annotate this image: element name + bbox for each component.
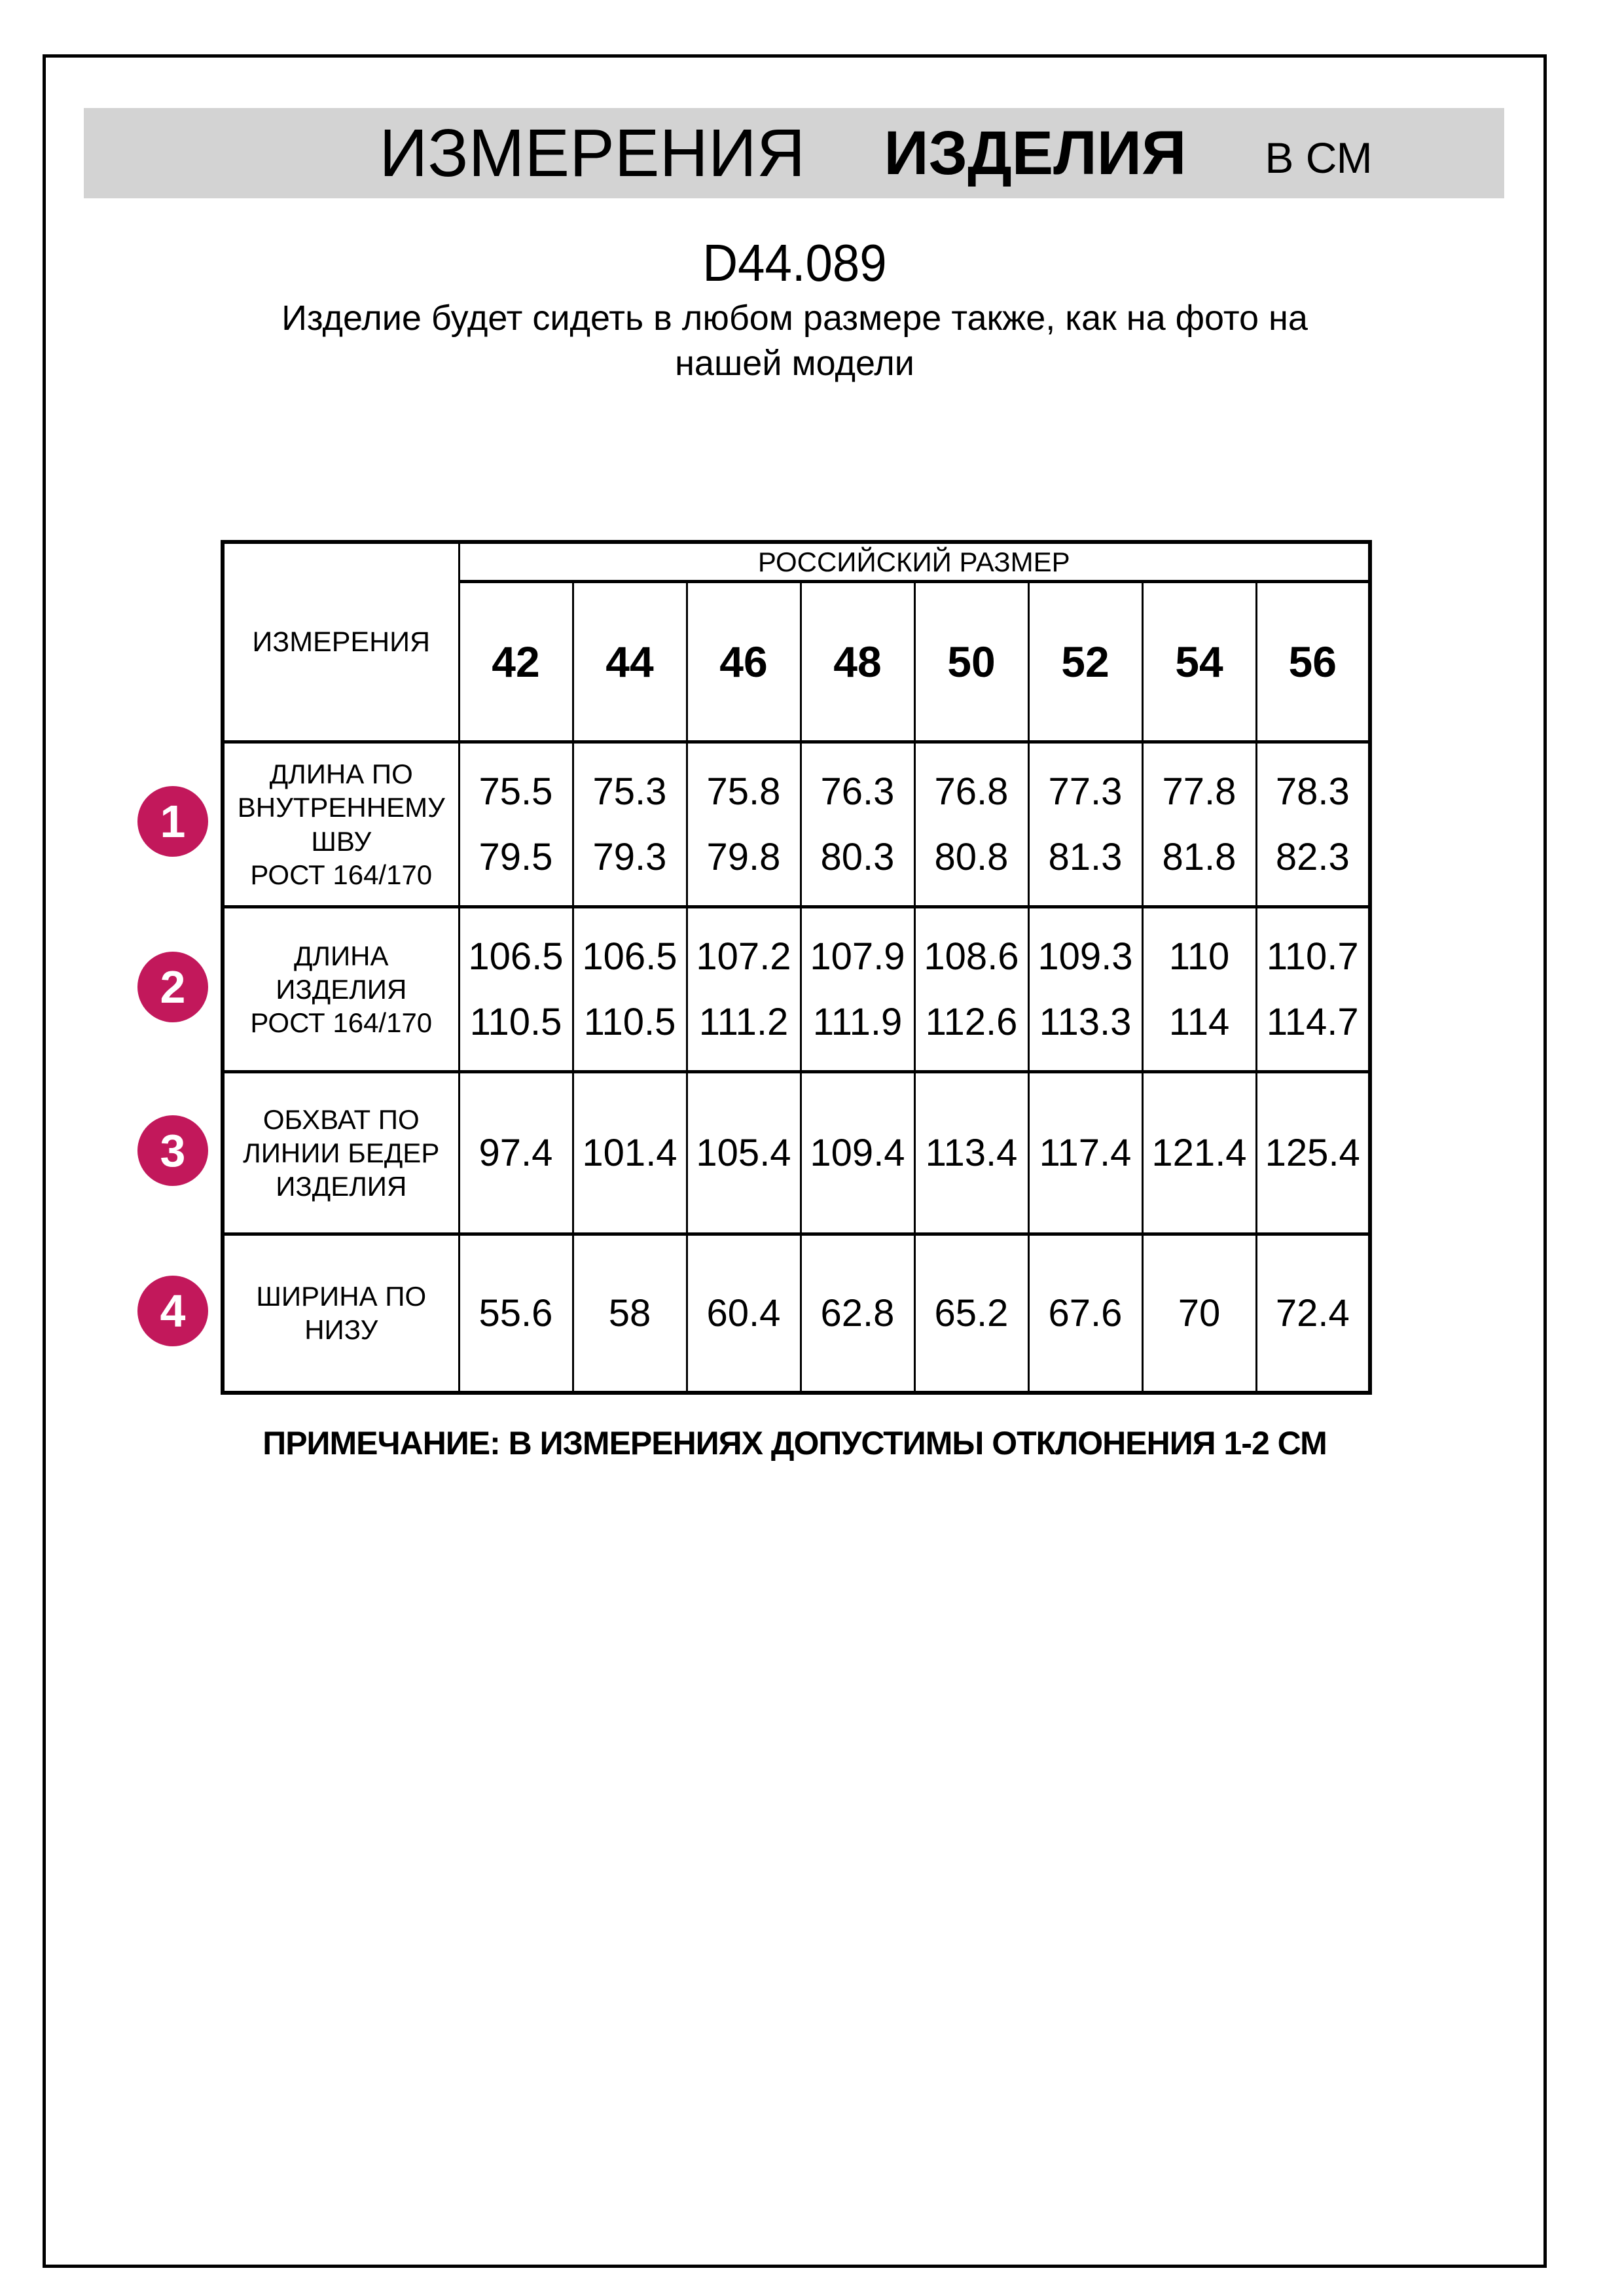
russian-size-header-cell: РОССИЙСКИЙ РАЗМЕР: [459, 542, 1370, 582]
value-cell: 106.5 110.5: [573, 907, 687, 1072]
size-header-54: 54: [1142, 582, 1256, 742]
row-label-line: ВНУТРЕННЕМУ: [237, 792, 445, 823]
product-fit-note-line2: нашей модели: [675, 343, 914, 383]
row-label-line: РОСТ 164/170: [250, 859, 433, 890]
value-cell: 55.6: [459, 1234, 573, 1393]
value-cell: 76.3 80.3: [801, 742, 914, 907]
row-label-line: ДЛИНА: [293, 940, 389, 971]
size-header-56: 56: [1256, 582, 1370, 742]
row-number-badge-3: 3: [137, 1115, 208, 1186]
product-code: D44.089: [702, 234, 887, 292]
header-bar: [84, 108, 1504, 198]
value-cell: 107.2 111.2: [687, 907, 801, 1072]
value-cell: 97.4: [459, 1072, 573, 1234]
tolerance-note: ПРИМЕЧАНИЕ: В ИЗМЕРЕНИЯХ ДОПУСТИМЫ ОТКЛОНЕНИЯ 1-2 СМ: [262, 1425, 1327, 1462]
value-cell: 109.3 113.3: [1028, 907, 1142, 1072]
table-row-hip-girth: [223, 1072, 1370, 1234]
table-row-garment-length: [223, 907, 1370, 1072]
size-header-52: 52: [1028, 582, 1142, 742]
row-label-line: ИЗДЕЛИЯ: [276, 1171, 407, 1202]
row-label-line: НИЗУ: [304, 1314, 378, 1346]
value-cell: 75.5 79.5: [459, 742, 573, 907]
product-fit-note: [43, 296, 1547, 386]
value-cell: 65.2: [914, 1234, 1028, 1393]
value-cell: 75.8 79.8: [687, 742, 801, 907]
value-cell: 72.4: [1256, 1234, 1370, 1393]
value-cell: 67.6: [1028, 1234, 1142, 1393]
measurements-header-cell: ИЗМЕРЕНИЯ: [223, 542, 459, 742]
row-number-badge-2: 2: [137, 952, 208, 1022]
value-cell: 107.9 111.9: [801, 907, 914, 1072]
header-title-measurements: ИЗМЕРЕНИЯ: [379, 115, 806, 190]
row-label-cell: [223, 907, 459, 1072]
value-cell: 125.4: [1256, 1072, 1370, 1234]
row-number-badge-4: 4: [137, 1276, 208, 1346]
value-cell: 62.8: [801, 1234, 914, 1393]
row-label-line: ЛИНИИ БЕДЕР: [243, 1137, 440, 1168]
value-cell: 101.4: [573, 1072, 687, 1234]
value-cell: 70: [1142, 1234, 1256, 1393]
row-number-badge-1: 1: [137, 786, 208, 857]
size-header-44: 44: [573, 582, 687, 742]
row-label-line: ИЗДЕЛИЯ: [276, 973, 407, 1005]
size-header-42: 42: [459, 582, 573, 742]
value-cell: 78.3 82.3: [1256, 742, 1370, 907]
row-label-line: ШИРИНА ПО: [256, 1281, 427, 1312]
value-cell: 75.3 79.3: [573, 742, 687, 907]
value-cell: 110 114: [1142, 907, 1256, 1072]
row-label-cell: [223, 742, 459, 907]
size-header-46: 46: [687, 582, 801, 742]
table-row-inseam-length: [223, 742, 1370, 907]
value-cell: 110.7 114.7: [1256, 907, 1370, 1072]
value-cell: 76.8 80.8: [914, 742, 1028, 907]
value-cell: 108.6 112.6: [914, 907, 1028, 1072]
size-header-48: 48: [801, 582, 914, 742]
row-label-line: ШВУ: [311, 825, 372, 857]
row-label-line: ОБХВАТ ПО: [262, 1103, 420, 1135]
table-row-bottom-width: [223, 1234, 1370, 1393]
header-title-product: ИЗДЕЛИЯ: [884, 118, 1187, 188]
value-cell: 58: [573, 1234, 687, 1393]
header-units-label: В СМ: [1265, 134, 1373, 182]
row-label-cell: [223, 1234, 459, 1393]
value-cell: 121.4: [1142, 1072, 1256, 1234]
row-label-line: ДЛИНА ПО: [269, 759, 413, 790]
value-cell: 113.4: [914, 1072, 1028, 1234]
value-cell: 60.4: [687, 1234, 801, 1393]
row-label-cell: [223, 1072, 459, 1234]
size-table: [221, 540, 1372, 1395]
value-cell: 109.4: [801, 1072, 914, 1234]
size-header-50: 50: [914, 582, 1028, 742]
value-cell: 105.4: [687, 1072, 801, 1234]
value-cell: 77.8 81.8: [1142, 742, 1256, 907]
product-fit-note-line1: Изделие будет сидеть в любом размере также, как на фото на: [281, 298, 1308, 338]
value-cell: 77.3 81.3: [1028, 742, 1142, 907]
value-cell: 117.4: [1028, 1072, 1142, 1234]
value-cell: 106.5 110.5: [459, 907, 573, 1072]
row-label-line: РОСТ 164/170: [250, 1007, 433, 1039]
